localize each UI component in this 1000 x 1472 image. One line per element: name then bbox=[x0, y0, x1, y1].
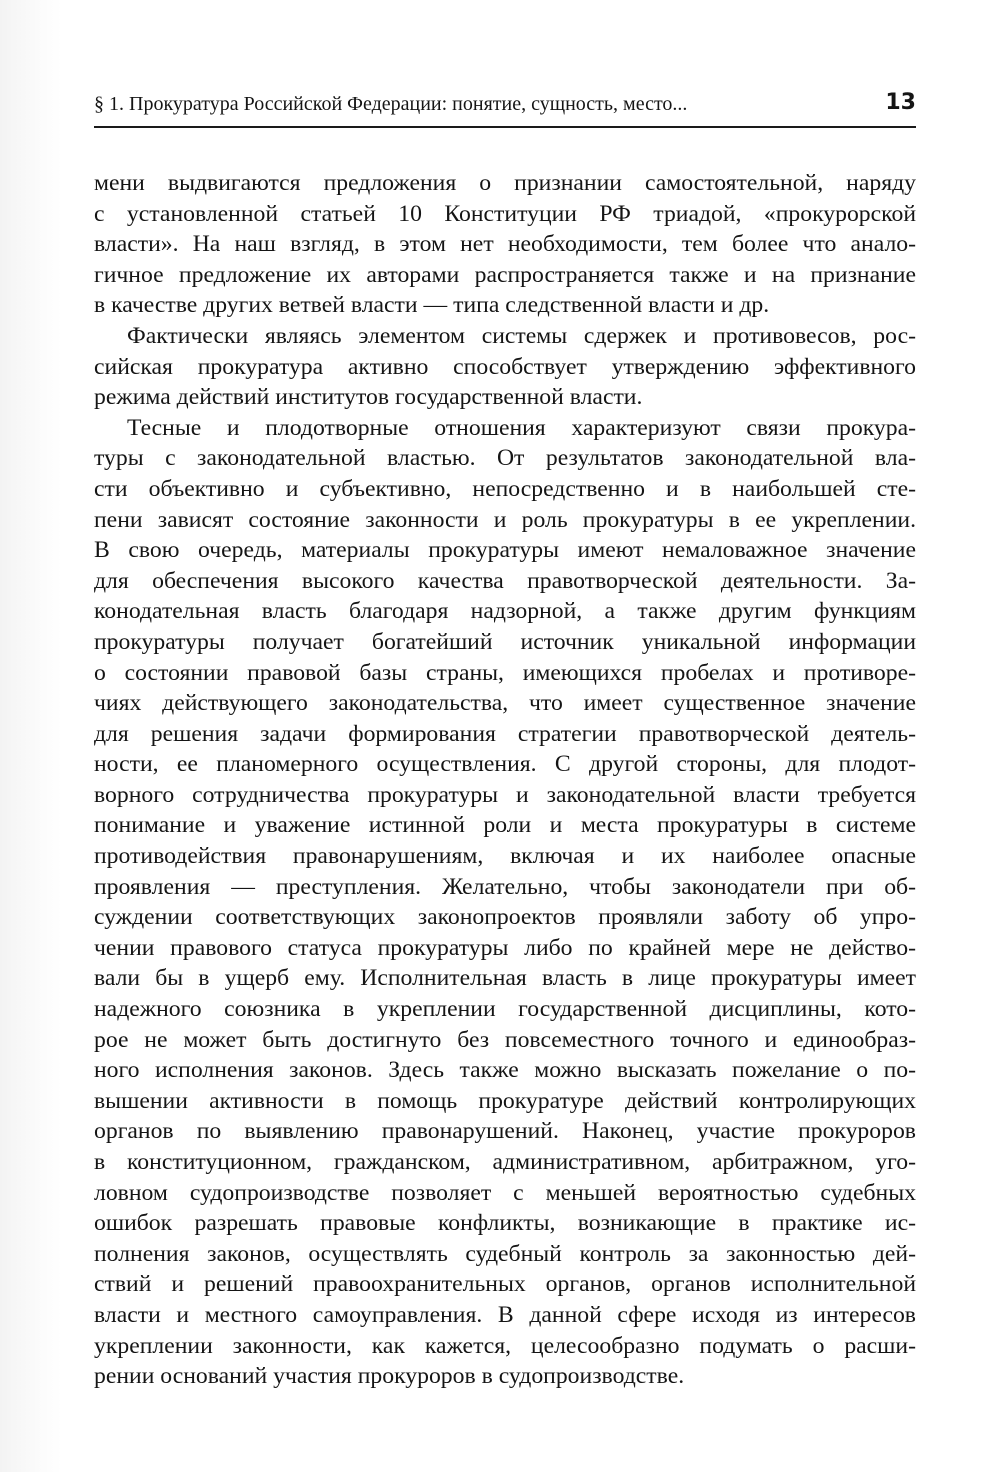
text-line: сийская прокуратура активно способствует утверждению эффективного bbox=[94, 353, 916, 380]
text-line: пени зависят состояние законности и роль прокуратуры в ее укреплении. bbox=[94, 506, 916, 533]
text-line: рении оснований участия прокуроров в судопроизводстве. bbox=[94, 1363, 685, 1390]
text-line: органов по выявлению правонарушений. Наконец, участие прокуроров bbox=[94, 1118, 916, 1145]
body-text bbox=[94, 168, 916, 1392]
running-title: § 1. Прокуратура Российской Федерации: понятие, сущность, место... bbox=[94, 93, 688, 115]
text-line: о состоянии правовой базы страны, имеющихся пробелах и противоре- bbox=[94, 659, 916, 686]
text-line: В свою очередь, материалы прокуратуры имеют немаловажное значение bbox=[94, 537, 916, 564]
text-line: Тесные и плодотворные отношения характеризуют связи прокура- bbox=[127, 414, 916, 441]
text-line: проявления — преступления. Желательно, чтобы законодатели при об- bbox=[94, 873, 916, 900]
running-header bbox=[94, 91, 916, 123]
text-line: полнения законов, осуществлять судебный контроль за законностью дей- bbox=[94, 1240, 916, 1267]
text-line: сти объективно и субъективно, непосредственно и в наибольшей сте- bbox=[94, 475, 916, 502]
text-line: рое не может быть достигнуто без повсеместного точного и единообраз- bbox=[94, 1026, 916, 1053]
text-line: вали бы в ущерб ему. Исполнительная власть в лице прокуратуры имеет bbox=[94, 965, 916, 992]
text-line: в конституционном, гражданском, административном, арбитражном, уго- bbox=[94, 1149, 916, 1175]
paragraph-checks-and-balances bbox=[94, 321, 916, 413]
page-gutter-shadow bbox=[0, 0, 62, 1472]
text-line: туры с законодательной властью. От результатов законодательной вла- bbox=[94, 445, 916, 472]
text-line: для обеспечения высокого качества правотворческой деятельности. За- bbox=[94, 567, 916, 594]
page-number: 13 bbox=[885, 90, 916, 115]
text-line: ности, ее планомерного осуществления. С другой стороны, для плодот- bbox=[94, 751, 916, 778]
text-line: противодействия правонарушениям, включая и их наиболее опасные bbox=[94, 843, 916, 870]
text-line: для решения задачи формирования стратегии правотворческой деятель- bbox=[94, 720, 916, 747]
text-line: суждении соответствующих законопроектов проявляли заботу об упро- bbox=[94, 904, 916, 931]
text-line: власти и местного самоуправления. В данной сфере исходя из интересов bbox=[94, 1301, 916, 1328]
text-line: власти». На наш взгляд, в этом нет необходимости, тем более что анало- bbox=[94, 231, 916, 258]
text-line: режима действий институтов государственной власти. bbox=[94, 384, 643, 411]
text-line: прокуратуры получает богатейший источник уникальной информации bbox=[94, 628, 916, 655]
text-line: чиях действующего законодательства, что имеет существенное значение bbox=[94, 690, 916, 717]
text-line: понимание и уважение истинной роли и места прокуратуры в системе bbox=[94, 812, 916, 839]
text-line: конодательная власть благодаря надзорной, а также другим функциям bbox=[94, 598, 916, 625]
paragraph-continuation bbox=[94, 168, 916, 321]
text-line: мени выдвигаются предложения о признании самостоятельной, наряду bbox=[94, 170, 916, 196]
text-line: вышении активности в помощь прокуратуре действий контролирующих bbox=[94, 1087, 916, 1114]
text-line: ошибок разрешать правовые конфликты, возникающие в практике ис- bbox=[94, 1210, 916, 1237]
text-line: ствий и решений правоохранительных органов, органов исполнительной bbox=[94, 1271, 916, 1298]
text-line: чении правового статуса прокуратуры либо по крайней мере не действо- bbox=[94, 934, 916, 961]
text-line: надежного союзника в укреплении государственной дисциплины, кото- bbox=[94, 996, 916, 1023]
text-line: с установленной статьей 10 Конституции РФ триадой, «прокурорской bbox=[94, 200, 916, 227]
text-line: ловном судопроизводстве позволяет с меньшей вероятностью судебных bbox=[94, 1179, 916, 1206]
text-line: ворного сотрудничества прокуратуры и законодательной власти требуется bbox=[94, 781, 916, 808]
header-rule bbox=[94, 126, 916, 128]
text-line: гичное предложение их авторами распространяется также и на признание bbox=[94, 261, 916, 288]
paragraph-legislative-relations bbox=[94, 413, 916, 1392]
text-line: в качестве других ветвей власти — типа следственной власти и др. bbox=[94, 292, 770, 319]
text-line: ного исполнения законов. Здесь также можно высказать пожелание о по- bbox=[94, 1057, 916, 1084]
text-line: Фактически являясь элементом системы сдержек и противовесов, рос- bbox=[127, 322, 916, 349]
text-line: укреплении законности, как кажется, целесообразно подумать о расши- bbox=[94, 1332, 916, 1359]
